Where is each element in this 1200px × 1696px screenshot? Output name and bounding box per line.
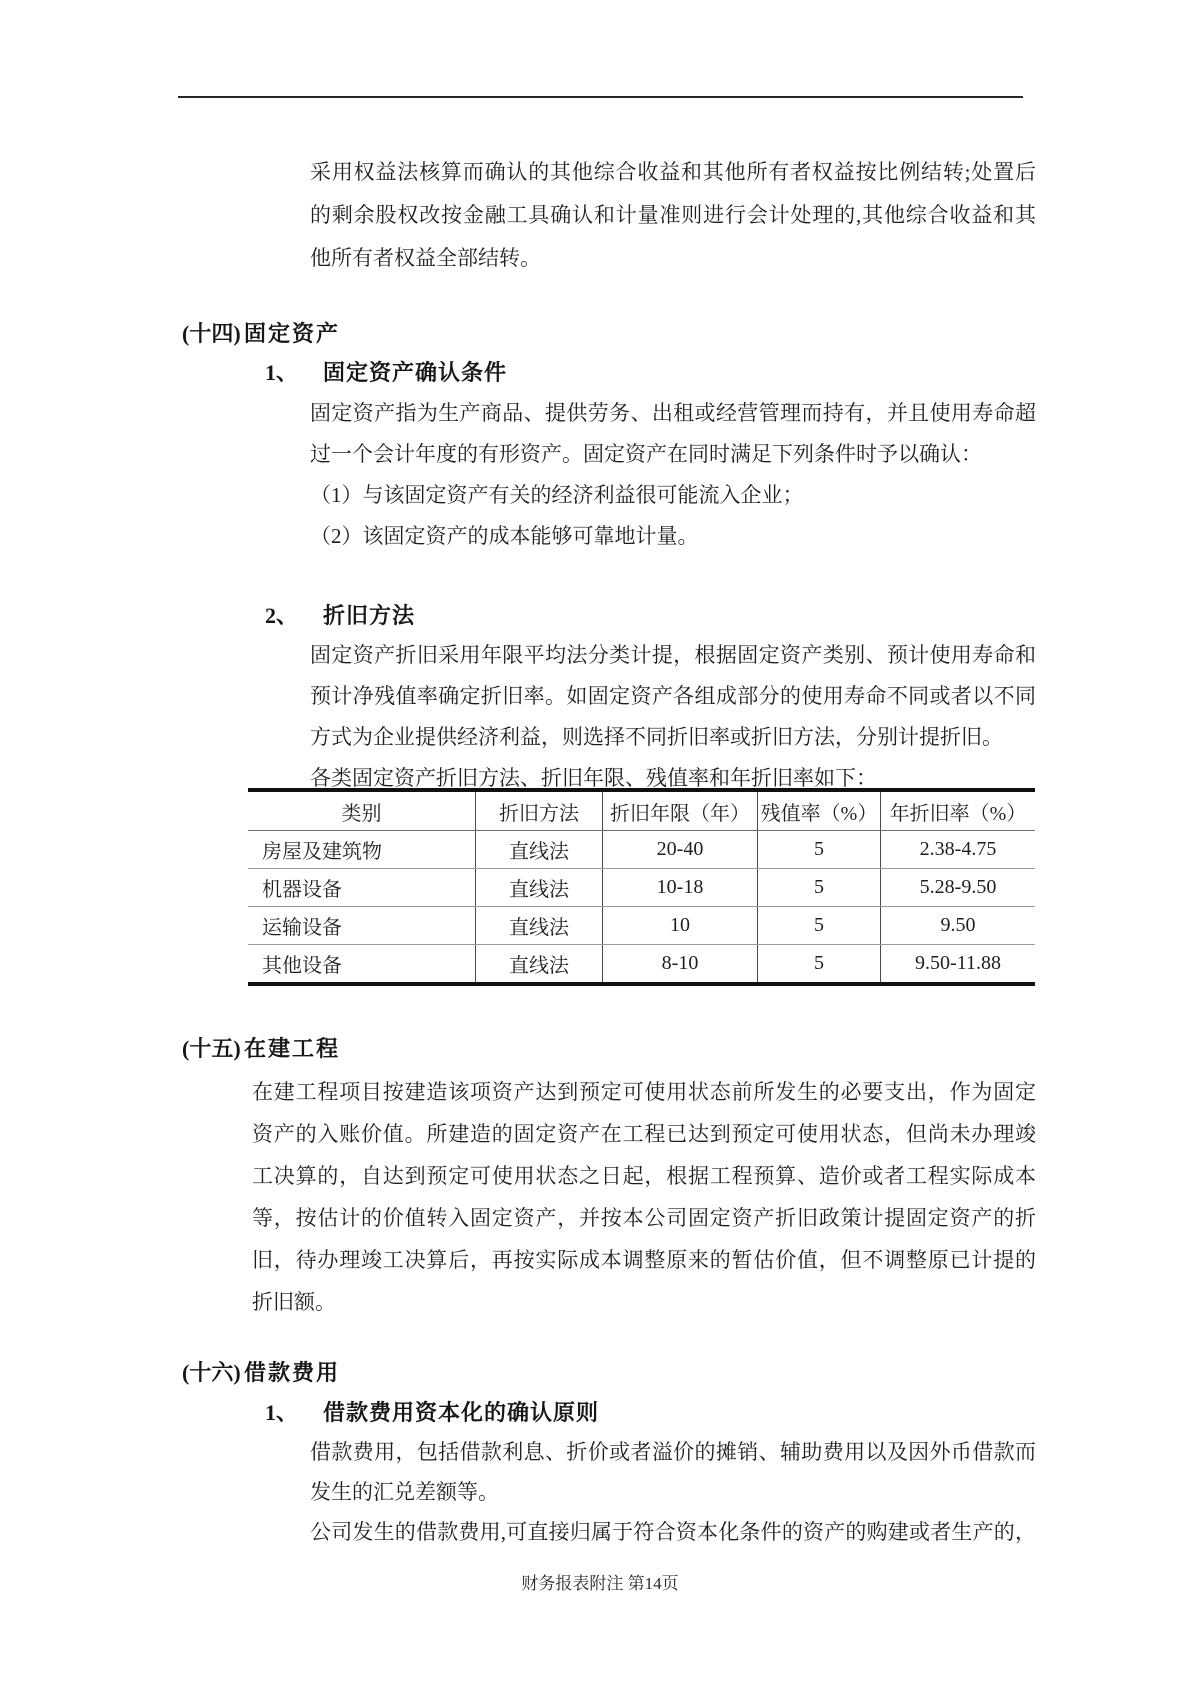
table-cell: 9.50: [880, 907, 1035, 944]
table-cell: 其他设备: [262, 955, 342, 977]
subheading-14-1: [265, 360, 507, 386]
paragraph-line: 方式为企业提供经济利益，则选择不同折旧率或折旧方法，分别计提折旧。: [310, 725, 1003, 749]
table-row: [248, 869, 1035, 907]
table-header-cell: 类别: [341, 802, 382, 825]
section-heading-16: [182, 1360, 340, 1386]
paragraph-line: 资产的入账价值。所建造的固定资产在工程已达到预定可使用状态，但尚未办理竣: [252, 1122, 1036, 1146]
paragraph-line: 在建工程项目按建造该项资产达到预定可使用状态前所发生的必要支出，作为固定: [252, 1080, 1036, 1104]
table-header-cell: 残值率（%）: [757, 792, 880, 830]
subheading-title: 固定资产确认条件: [323, 360, 508, 385]
subheading-14-2: [265, 603, 415, 629]
table-row: [248, 907, 1035, 945]
header-rule: [178, 96, 1023, 98]
table-cell: 5: [757, 831, 880, 868]
paragraph-line: 的剩余股权改按金融工具确认和计量准则进行会计处理的,其他综合收益和其: [310, 203, 1036, 227]
paragraph-line: 工决算的，自达到预定可使用状态之日起，根据工程预算、造价或者工程实际成本: [252, 1164, 1036, 1188]
section-14-2-paragraph: [310, 635, 1036, 799]
table-header-row: [248, 792, 1035, 831]
section-number: (十四): [182, 321, 241, 346]
section-heading-14: [182, 321, 340, 347]
subheading-number: 1、: [265, 1400, 299, 1425]
section-number: (十六): [182, 1360, 241, 1385]
table-cell: 运输设备: [262, 917, 342, 939]
intro-paragraph: [310, 151, 1036, 280]
subheading-title: 借款费用资本化的确认原则: [323, 1400, 600, 1425]
section-14-1-paragraph: [310, 393, 1036, 557]
table-cell: 5.28-9.50: [880, 869, 1035, 906]
paragraph-line: 过一个会计年度的有形资产。固定资产在同时满足下列条件时予以确认：: [310, 442, 982, 466]
depreciation-table: [248, 788, 1035, 986]
section-title: 固定资产: [244, 321, 341, 346]
paragraph-line: 固定资产指为生产商品、提供劳务、出租或经营管理而持有，并且使用寿命超: [310, 401, 1036, 425]
paragraph-line: 预计净残值率确定折旧率。如固定资产各组成部分的使用寿命不同或者以不同: [310, 684, 1036, 708]
table-cell: 直线法: [475, 945, 602, 982]
table-row: [248, 831, 1035, 869]
page-footer: 财务报表附注 第14页: [521, 1574, 679, 1593]
paragraph-line: 旧，待办理竣工决算后，再按实际成本调整原来的暂估价值，但不调整原已计提的: [252, 1248, 1036, 1272]
paragraph-line: 发生的汇兑差额等。: [310, 1480, 499, 1504]
section-15-paragraph: [252, 1071, 1036, 1323]
table-header-cell: 折旧方法: [475, 792, 602, 830]
paragraph-line: 公司发生的借款费用,可直接归属于符合资本化条件的资产的购建或者生产的，: [310, 1520, 1036, 1544]
table-cell: 5: [757, 907, 880, 944]
subheading-16-1: [265, 1400, 599, 1426]
table-header-cell: 年折旧率（%）: [880, 792, 1035, 830]
section-title: 借款费用: [244, 1360, 341, 1385]
paragraph-line: 各类固定资产折旧方法、折旧年限、残值率和年折旧率如下：: [310, 766, 877, 790]
section-16-1-paragraph: [310, 1432, 1036, 1552]
table-cell: 10-18: [602, 869, 757, 906]
section-heading-15: [182, 1036, 340, 1062]
paragraph-line: （2）该固定资产的成本能够可靠地计量。: [310, 524, 699, 548]
section-title: 在建工程: [244, 1036, 341, 1061]
table-cell: 10: [602, 907, 757, 944]
subheading-number: 1、: [265, 360, 299, 385]
paragraph-line: 等，按估计的价值转入固定资产，并按本公司固定资产折旧政策计提固定资产的折: [252, 1206, 1036, 1230]
paragraph-line: 折旧额。: [252, 1290, 336, 1314]
table-cell: 20-40: [602, 831, 757, 868]
table-cell: 5: [757, 869, 880, 906]
paragraph-line: 采用权益法核算而确认的其他综合收益和其他所有者权益按比例结转;处置后: [310, 160, 1036, 184]
table-cell: 5: [757, 945, 880, 982]
table-cell: 9.50-11.88: [880, 945, 1035, 982]
table-header-cell: 折旧年限（年）: [602, 792, 757, 830]
table-cell: 机器设备: [262, 879, 342, 901]
table-cell: 2.38-4.75: [880, 831, 1035, 868]
subheading-title: 折旧方法: [323, 603, 416, 628]
paragraph-line: 借款费用，包括借款利息、折价或者溢价的摊销、辅助费用以及因外币借款而: [310, 1440, 1036, 1464]
table-cell: 直线法: [475, 831, 602, 868]
table-cell: 房屋及建筑物: [262, 841, 382, 863]
table-cell: 直线法: [475, 907, 602, 944]
paragraph-line: 他所有者权益全部结转。: [310, 246, 541, 270]
table-cell: 8-10: [602, 945, 757, 982]
table-row: [248, 945, 1035, 982]
paragraph-line: （1）与该固定资产有关的经济利益很可能流入企业；: [310, 483, 804, 507]
subheading-number: 2、: [265, 603, 299, 628]
section-number: (十五): [182, 1036, 241, 1061]
paragraph-line: 固定资产折旧采用年限平均法分类计提，根据固定资产类别、预计使用寿命和: [310, 643, 1036, 667]
table-cell: 直线法: [475, 869, 602, 906]
